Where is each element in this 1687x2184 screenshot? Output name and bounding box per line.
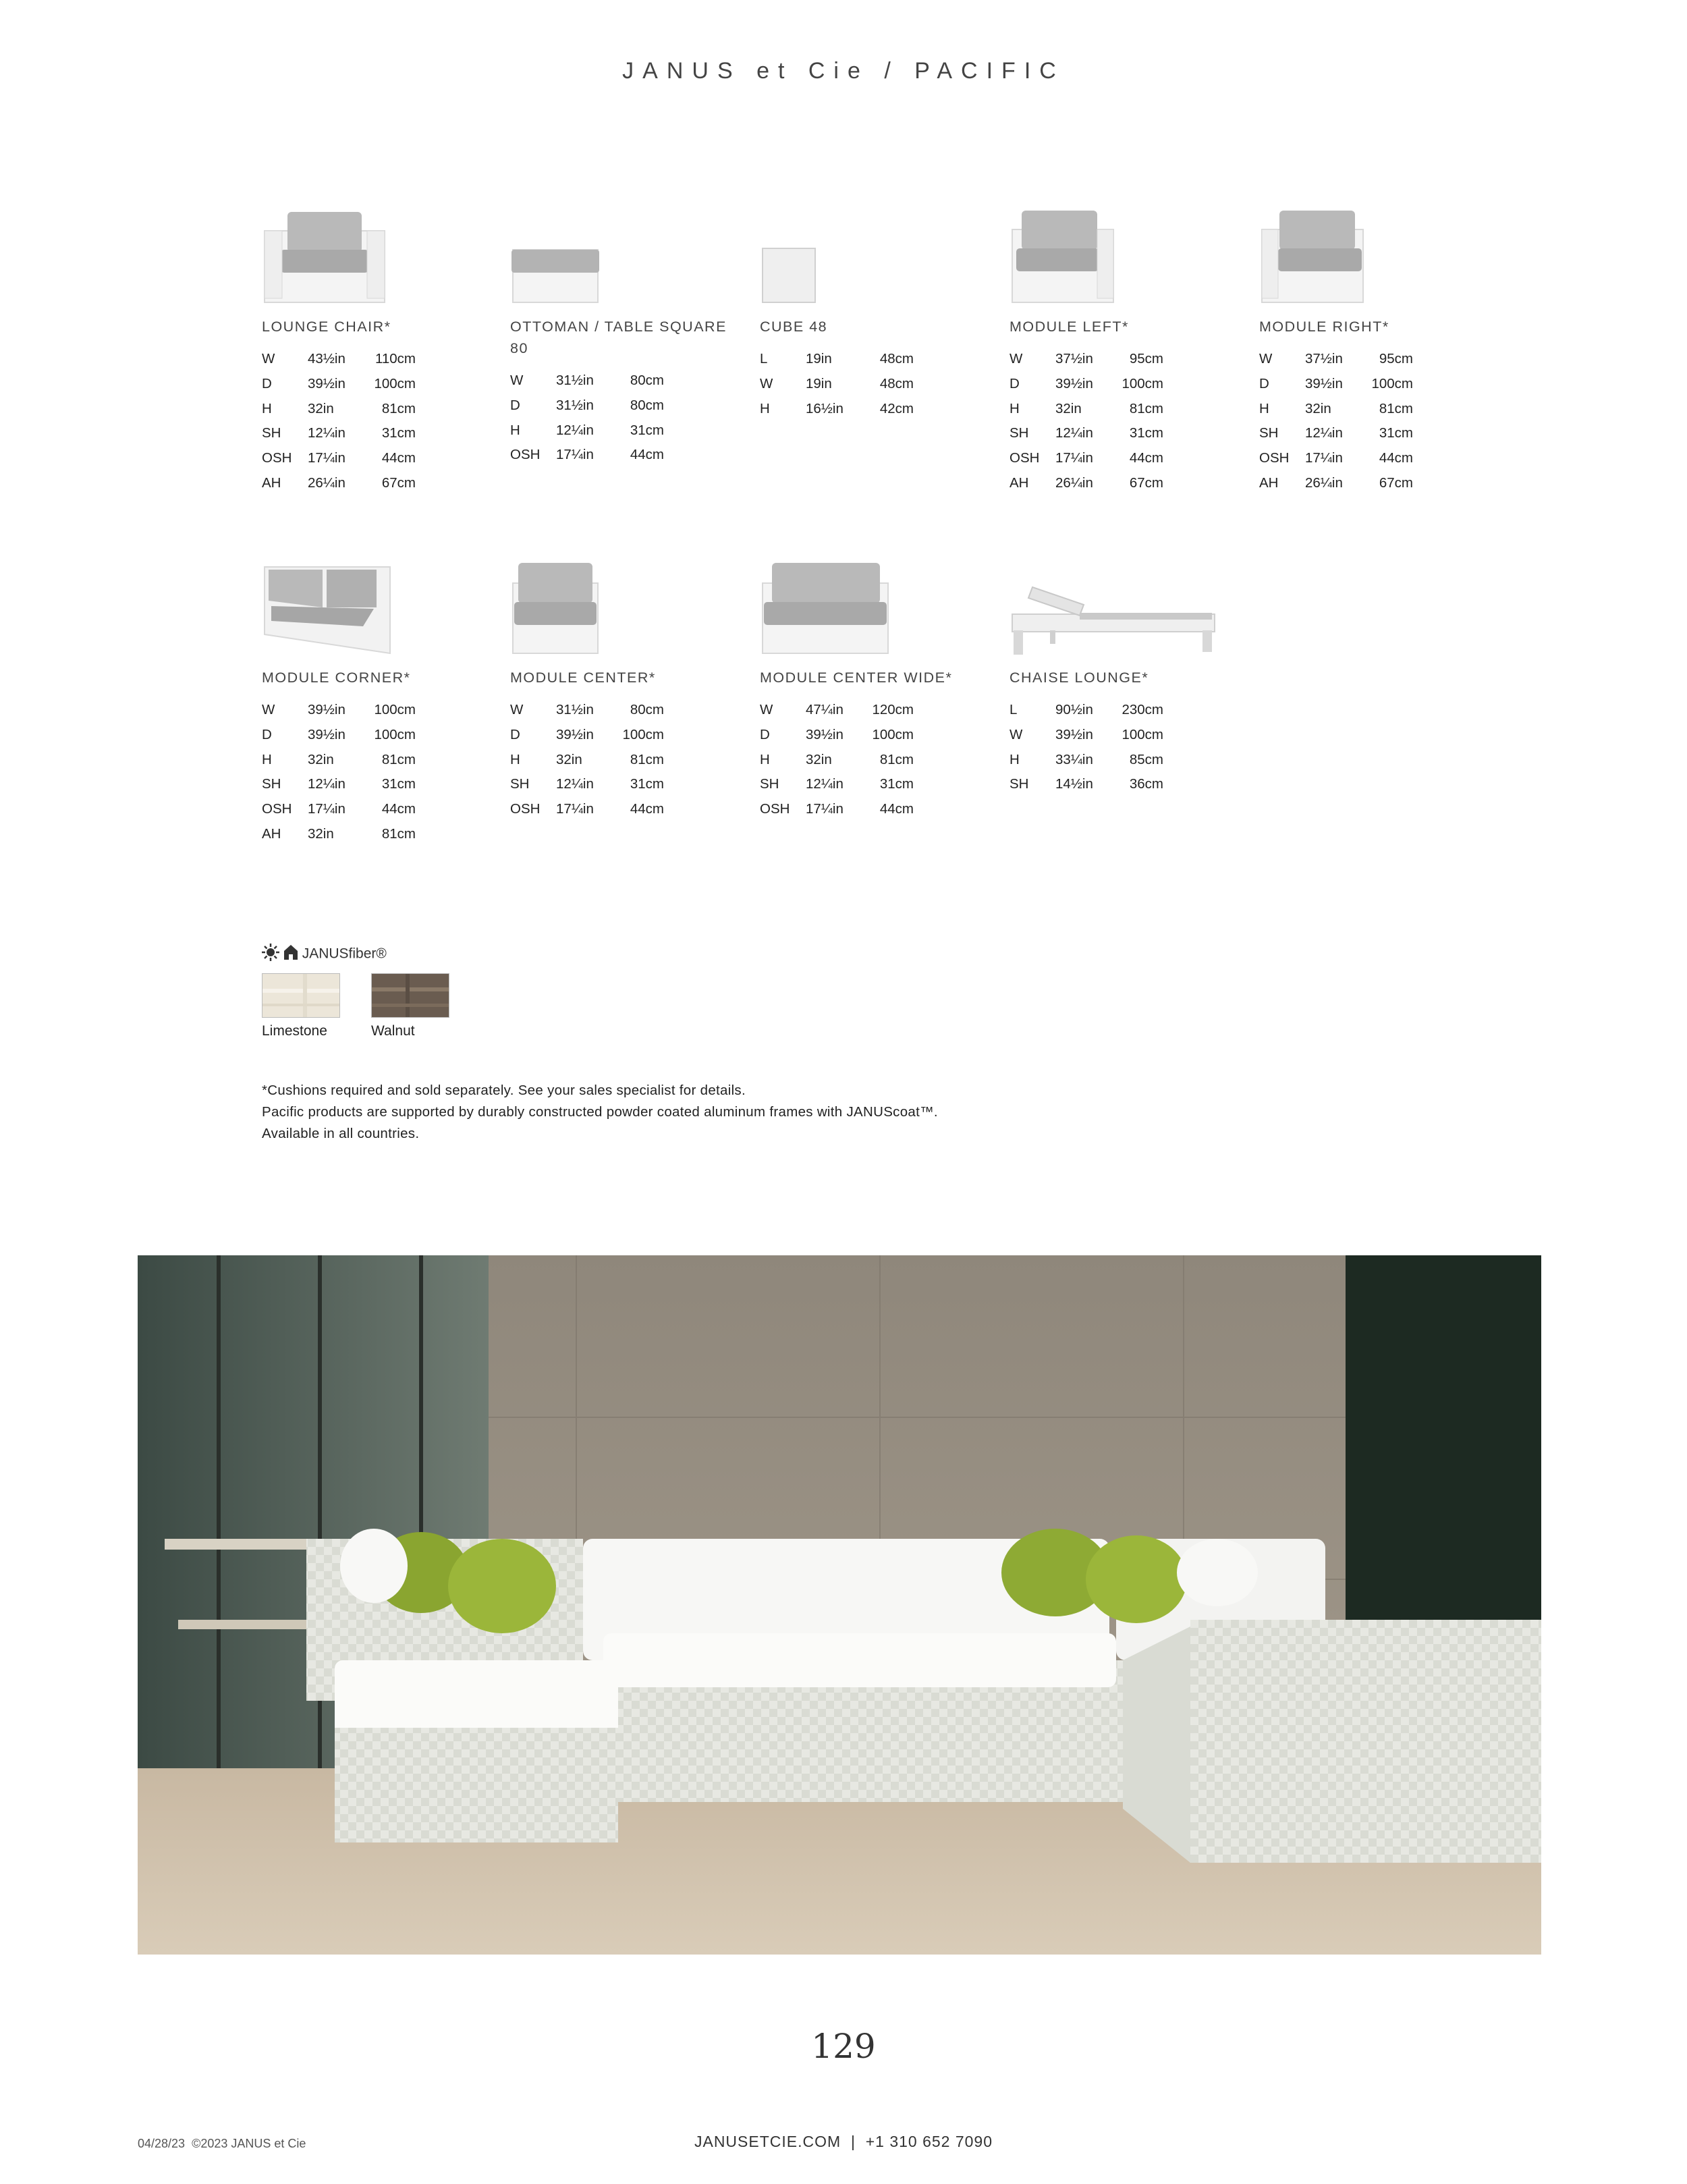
spec-label: SH <box>760 776 779 792</box>
product-name: MODULE LEFT* <box>1010 319 1129 335</box>
spec-cm: 81cm <box>879 751 914 767</box>
spec-inches: 39½in <box>806 727 844 743</box>
spec-cm: 48cm <box>879 376 914 392</box>
spec-row <box>760 723 914 748</box>
spec-inches: 12¼in <box>1305 425 1343 441</box>
spec-cm: 31cm <box>1379 425 1413 441</box>
spec-label: D <box>262 727 272 743</box>
spec-inches: 32in <box>308 825 334 842</box>
spec-row <box>1010 470 1163 495</box>
spec-row <box>262 347 416 372</box>
lifestyle-photo <box>138 1255 1541 1955</box>
spec-cm: 100cm <box>374 376 416 392</box>
spec-label: W <box>262 702 275 718</box>
product-name: CUBE 48 <box>760 319 828 335</box>
spec-inches: 12¼in <box>556 776 594 792</box>
spec-inches: 39½in <box>1305 376 1343 392</box>
spec-row <box>1010 772 1163 797</box>
spec-inches: 32in <box>1305 400 1331 416</box>
spec-cm: 80cm <box>630 702 664 718</box>
spec-row <box>1010 747 1163 772</box>
product-name: OTTOMAN / TABLE SQUARE 80 <box>510 319 727 356</box>
spec-inches: 32in <box>308 751 334 767</box>
spec-label: H <box>510 422 520 438</box>
spec-cm: 100cm <box>374 702 416 718</box>
footer-copyright: ©2023 JANUS et Cie <box>192 2137 306 2150</box>
spec-inches: 37½in <box>1305 351 1343 367</box>
spec-label: L <box>1010 702 1018 718</box>
swatch-label: Walnut <box>371 1023 415 1039</box>
spec-label: H <box>1010 751 1020 767</box>
spec-label: H <box>1259 400 1269 416</box>
footer-date: 04/28/23 <box>138 2137 186 2150</box>
spec-label: D <box>510 727 520 743</box>
product-name: LOUNGE CHAIR* <box>262 319 391 335</box>
ottoman-image <box>510 202 733 304</box>
spec-inches: 33¼in <box>1055 751 1093 767</box>
spec-row <box>760 772 914 797</box>
spec-row <box>262 470 416 495</box>
materials-title: JANUSfiber® <box>302 946 387 962</box>
spec-label: H <box>760 400 770 416</box>
spec-cm: 81cm <box>1129 400 1163 416</box>
spec-row <box>1010 421 1163 446</box>
spec-row <box>1259 347 1413 372</box>
page-header: JANUS et Cie / PACIFIC <box>622 58 1065 84</box>
spec-label: OSH <box>1010 450 1040 466</box>
spec-label: W <box>262 351 275 367</box>
spec-cm: 80cm <box>630 398 664 414</box>
spec-row <box>510 698 664 723</box>
spec-cm: 81cm <box>381 751 416 767</box>
spec-table <box>510 698 664 821</box>
product-module-corner <box>262 553 485 846</box>
spec-inches: 17¼in <box>308 801 345 817</box>
spec-cm: 81cm <box>381 825 416 842</box>
spec-label: L <box>760 351 768 367</box>
spec-cm: 230cm <box>1122 702 1163 718</box>
spec-table <box>262 347 416 495</box>
spec-row <box>1259 446 1413 471</box>
spec-inches: 12¼in <box>1055 425 1093 441</box>
spec-inches: 39½in <box>1055 727 1093 743</box>
product-name: MODULE CORNER* <box>262 670 411 686</box>
spec-inches: 19in <box>806 376 832 392</box>
cube-image <box>760 202 983 304</box>
product-notes <box>262 1080 938 1145</box>
module-corner-image <box>262 553 485 655</box>
product-name: MODULE CENTER* <box>510 670 656 686</box>
spec-table <box>510 368 664 468</box>
spec-label: W <box>760 376 773 392</box>
spec-row <box>1259 396 1413 421</box>
spec-label: SH <box>510 776 530 792</box>
spec-inches: 12¼in <box>308 425 345 441</box>
spec-cm: 44cm <box>1379 450 1413 466</box>
spec-inches: 26¼in <box>308 474 345 491</box>
spec-label: OSH <box>262 801 292 817</box>
spec-row <box>760 396 914 421</box>
spec-cm: 42cm <box>879 400 914 416</box>
spec-row <box>1010 446 1163 471</box>
note-line: *Cushions required and sold separately. See your sales specialist for details. <box>262 1083 746 1098</box>
spec-inches: 14½in <box>1055 776 1093 792</box>
spec-label: SH <box>1010 425 1029 441</box>
product-module-right <box>1259 202 1482 495</box>
spec-label: AH <box>262 825 281 842</box>
spec-inches: 90½in <box>1055 702 1093 718</box>
spec-inches: 17¼in <box>556 447 594 463</box>
product-module-center-wide <box>760 553 983 821</box>
spec-cm: 100cm <box>1371 376 1413 392</box>
spec-inches: 31½in <box>556 702 594 718</box>
spec-inches: 17¼in <box>1305 450 1343 466</box>
spec-row <box>262 446 416 471</box>
swatch-walnut <box>371 973 449 1018</box>
spec-label: D <box>1010 376 1020 392</box>
spec-row <box>262 698 416 723</box>
spec-inches: 17¼in <box>1055 450 1093 466</box>
spec-inches: 16½in <box>806 400 844 416</box>
spec-row <box>510 723 664 748</box>
product-name: MODULE RIGHT* <box>1259 319 1389 335</box>
spec-cm: 31cm <box>630 422 664 438</box>
spec-cm: 36cm <box>1129 776 1163 792</box>
note-line: Pacific products are supported by durably constructed powder coated aluminum frames with JANUScoat™. <box>262 1104 938 1120</box>
spec-table <box>1259 347 1413 495</box>
spec-cm: 44cm <box>630 801 664 817</box>
spec-inches: 12¼in <box>556 422 594 438</box>
spec-label: OSH <box>510 801 541 817</box>
spec-cm: 44cm <box>630 447 664 463</box>
spec-inches: 39½in <box>308 727 345 743</box>
spec-label: D <box>1259 376 1269 392</box>
spec-inches: 32in <box>308 400 334 416</box>
spec-row <box>510 772 664 797</box>
spec-cm: 100cm <box>1122 727 1163 743</box>
product-cube <box>760 202 983 421</box>
spec-label: W <box>1010 727 1023 743</box>
spec-cm: 67cm <box>1379 474 1413 491</box>
spec-cm: 120cm <box>872 702 914 718</box>
spec-label: SH <box>1259 425 1279 441</box>
spec-label: OSH <box>510 447 541 463</box>
spec-row <box>510 747 664 772</box>
page-number: 129 <box>811 2027 876 2066</box>
spec-label: AH <box>262 474 281 491</box>
spec-row <box>1010 698 1163 723</box>
spec-inches: 32in <box>1055 400 1082 416</box>
spec-label: W <box>510 702 524 718</box>
spec-row <box>1010 347 1163 372</box>
spec-inches: 43½in <box>308 351 345 367</box>
home-icon <box>283 944 298 964</box>
spec-inches: 31½in <box>556 373 594 389</box>
spec-row <box>262 772 416 797</box>
spec-row <box>262 396 416 421</box>
spec-cm: 44cm <box>1129 450 1163 466</box>
spec-label: D <box>262 376 272 392</box>
spec-row <box>760 797 914 822</box>
module-left-image <box>1010 202 1232 304</box>
spec-inches: 47¼in <box>806 702 844 718</box>
spec-row <box>760 747 914 772</box>
spec-row <box>1010 396 1163 421</box>
spec-label: OSH <box>262 450 292 466</box>
spec-label: H <box>1010 400 1020 416</box>
note-line: Available in all countries. <box>262 1126 420 1141</box>
module-center-wide-image <box>760 553 983 655</box>
spec-row <box>510 368 664 393</box>
materials-heading <box>262 944 387 965</box>
chaise-lounge-image <box>1010 553 1232 655</box>
spec-cm: 110cm <box>375 351 416 367</box>
spec-label: SH <box>262 425 281 441</box>
spec-cm: 81cm <box>381 400 416 416</box>
spec-row <box>262 723 416 748</box>
spec-inches: 19in <box>806 351 832 367</box>
product-module-left <box>1010 202 1232 495</box>
spec-table <box>262 698 416 846</box>
spec-label: AH <box>1010 474 1029 491</box>
spec-row <box>510 443 664 468</box>
spec-label: H <box>262 400 272 416</box>
spec-row <box>510 797 664 822</box>
spec-cm: 31cm <box>381 425 416 441</box>
spec-label: W <box>1259 351 1273 367</box>
spec-row <box>760 372 914 397</box>
spec-cm: 31cm <box>1129 425 1163 441</box>
spec-table <box>760 698 914 821</box>
spec-label: OSH <box>1259 450 1290 466</box>
spec-table <box>1010 347 1163 495</box>
spec-cm: 81cm <box>1379 400 1413 416</box>
product-name: CHAISE LOUNGE* <box>1010 670 1149 686</box>
spec-cm: 85cm <box>1129 751 1163 767</box>
spec-cm: 100cm <box>872 727 914 743</box>
spec-inches: 17¼in <box>308 450 345 466</box>
spec-label: SH <box>1010 776 1029 792</box>
spec-row <box>262 421 416 446</box>
product-lounge-chair <box>262 202 485 495</box>
spec-label: H <box>262 751 272 767</box>
spec-row <box>760 347 914 372</box>
spec-inches: 39½in <box>556 727 594 743</box>
spec-table <box>1010 698 1163 797</box>
spec-row <box>760 698 914 723</box>
module-right-image <box>1259 202 1482 304</box>
spec-cm: 44cm <box>381 801 416 817</box>
spec-label: H <box>510 751 520 767</box>
spec-cm: 80cm <box>630 373 664 389</box>
spec-label: W <box>760 702 773 718</box>
swatch-limestone <box>262 973 340 1018</box>
spec-row <box>1259 372 1413 397</box>
spec-cm: 95cm <box>1379 351 1413 367</box>
spec-label: SH <box>262 776 281 792</box>
spec-table <box>760 347 914 421</box>
spec-inches: 12¼in <box>308 776 345 792</box>
spec-inches: 26¼in <box>1305 474 1343 491</box>
spec-row <box>262 821 416 846</box>
spec-inches: 39½in <box>308 376 345 392</box>
spec-label: W <box>1010 351 1023 367</box>
spec-inches: 32in <box>556 751 582 767</box>
module-center-image <box>510 553 733 655</box>
sun-icon <box>262 944 279 965</box>
spec-inches: 17¼in <box>556 801 594 817</box>
spec-cm: 44cm <box>381 450 416 466</box>
product-chaise-lounge <box>1010 553 1232 797</box>
product-module-center <box>510 553 733 821</box>
spec-inches: 32in <box>806 751 832 767</box>
spec-cm: 95cm <box>1129 351 1163 367</box>
spec-label: W <box>510 373 524 389</box>
spec-row <box>262 797 416 822</box>
spec-cm: 31cm <box>381 776 416 792</box>
spec-cm: 31cm <box>879 776 914 792</box>
spec-row <box>510 418 664 443</box>
product-ottoman <box>510 202 733 468</box>
swatch-label: Limestone <box>262 1023 327 1039</box>
spec-inches: 17¼in <box>806 801 844 817</box>
spec-cm: 44cm <box>879 801 914 817</box>
spec-inches: 39½in <box>308 702 345 718</box>
spec-label: OSH <box>760 801 790 817</box>
spec-label: D <box>760 727 770 743</box>
spec-row <box>262 372 416 397</box>
spec-cm: 100cm <box>1122 376 1163 392</box>
spec-label: D <box>510 398 520 414</box>
spec-cm: 31cm <box>630 776 664 792</box>
spec-row <box>1010 723 1163 748</box>
product-name: MODULE CENTER WIDE* <box>760 670 953 686</box>
spec-label: AH <box>1259 474 1279 491</box>
spec-cm: 100cm <box>622 727 664 743</box>
footer-contact: JANUSETCIE.COM | +1 310 652 7090 <box>694 2133 993 2150</box>
spec-inches: 31½in <box>556 398 594 414</box>
spec-cm: 100cm <box>374 727 416 743</box>
spec-row <box>1259 470 1413 495</box>
spec-row <box>1010 372 1163 397</box>
spec-row <box>1259 421 1413 446</box>
spec-row <box>262 747 416 772</box>
spec-cm: 67cm <box>1129 474 1163 491</box>
spec-inches: 12¼in <box>806 776 844 792</box>
spec-cm: 48cm <box>879 351 914 367</box>
spec-inches: 39½in <box>1055 376 1093 392</box>
spec-label: H <box>760 751 770 767</box>
spec-cm: 67cm <box>381 474 416 491</box>
spec-cm: 81cm <box>630 751 664 767</box>
spec-inches: 26¼in <box>1055 474 1093 491</box>
lounge-chair-image <box>262 202 485 304</box>
spec-inches: 37½in <box>1055 351 1093 367</box>
spec-row <box>510 393 664 418</box>
